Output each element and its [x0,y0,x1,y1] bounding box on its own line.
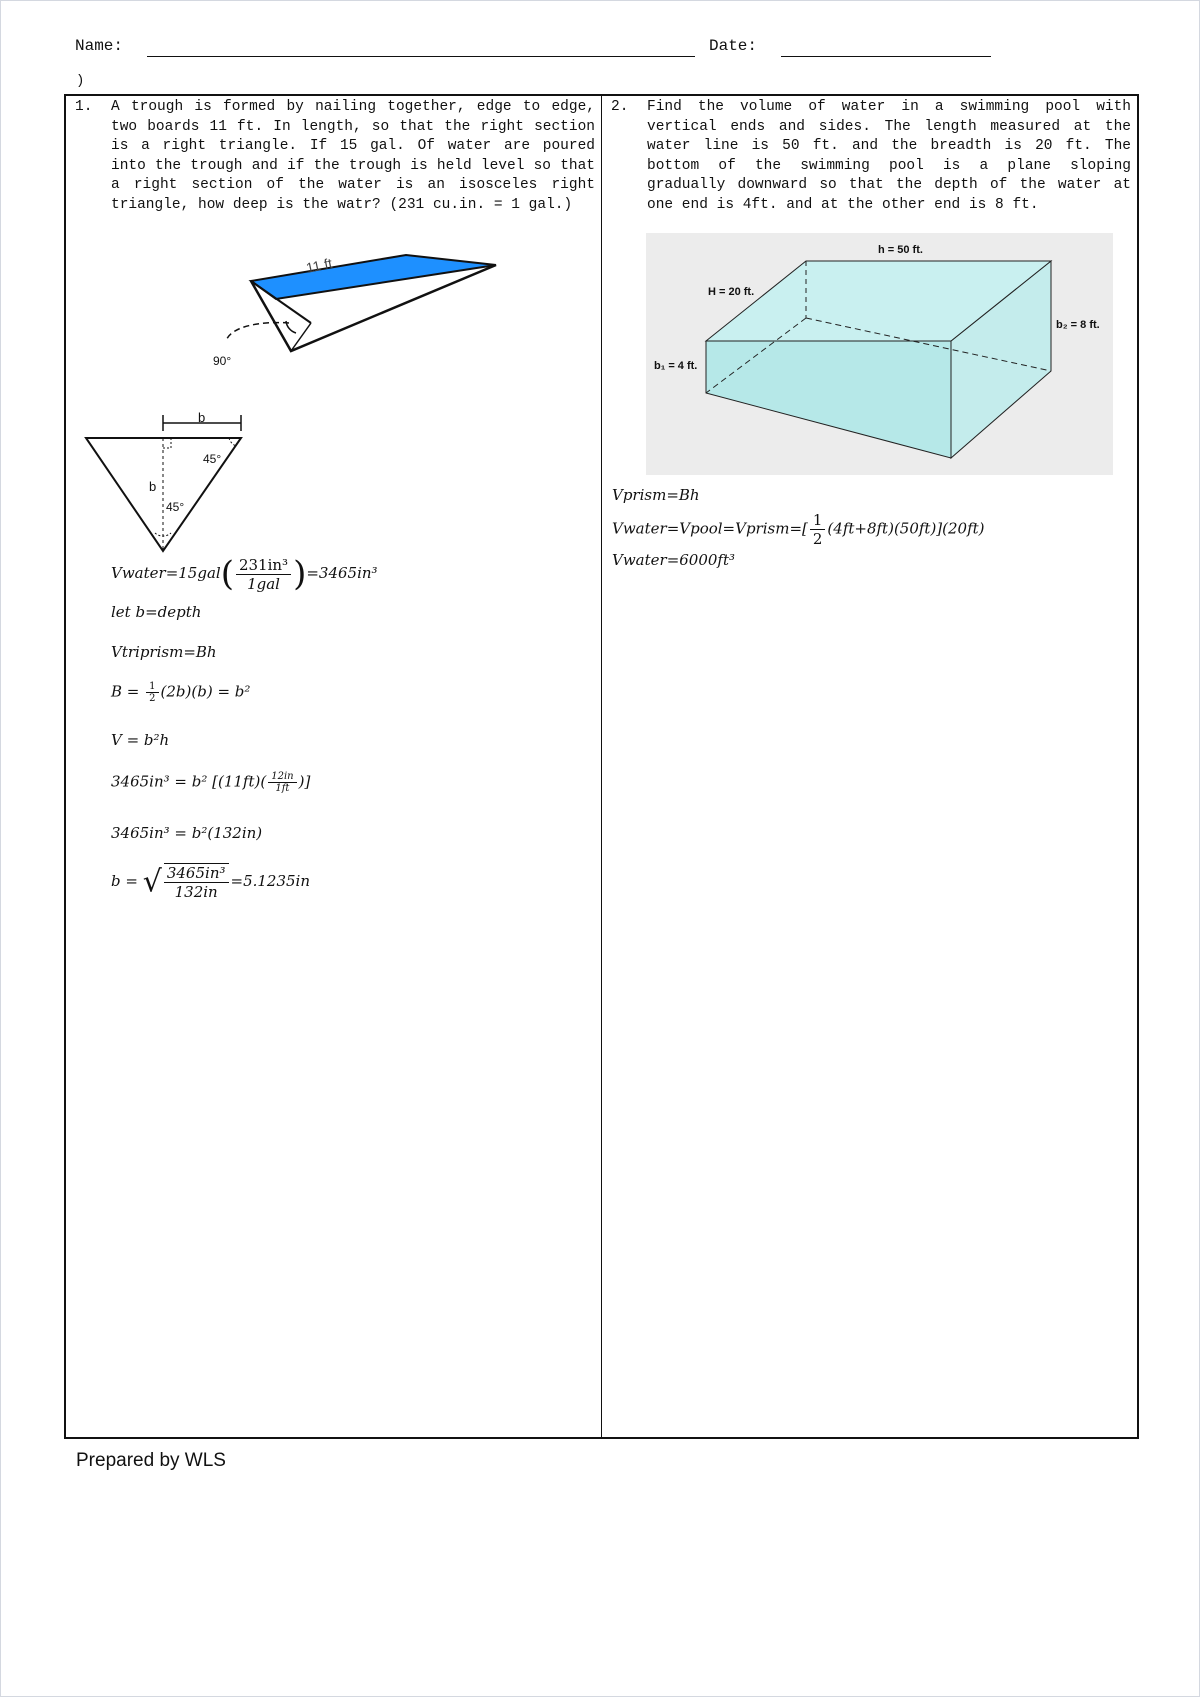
b2-label: b₂ = 8 ft. [1056,319,1100,331]
problem-2-text: Find the volume of water in a swimming pool with vertical ends and sides. The length measured at the water line is 50 ft. and the breadth is 20 ft. The bottom of the swimming pool is a plane sloping gradually downward so that the depth of the water at one end is 4ft. and at the other end is 8 ft. [647,99,1131,213]
p2-solution-line-3: Vwater=6000ft³ [612,551,736,569]
p2-solution-line-1: Vprism=Bh [612,486,700,504]
trough-figure [201,241,511,376]
right-angle-mark [163,438,171,448]
problem-2-number: 2. [611,99,629,115]
cross-section-figure [81,411,251,561]
trough-angle-label: 90° [213,354,232,368]
p1-solution-line-3: Vtriprism=Bh [111,643,217,661]
trough-length-label: 11 ft [304,254,334,276]
p1-solution-line-6: 3465in³ = b² [(11ft)( $\frac{12in}{1ft}$ )] [111,771,311,794]
pool-figure [646,233,1113,475]
name-label: Name: [75,37,124,55]
p1-solution-line-2: let b=depth [111,603,202,621]
p2-solution-line-2: Vwater=Vpool=Vprism=[ $\frac{1}{2}$ (4ft+8ft)(50ft)](20ft) [612,511,985,548]
breadth-label: H = 20 ft. [708,286,755,298]
column-divider [601,94,602,1439]
angle-45-top: 45° [203,452,222,466]
name-line [147,56,695,57]
stray-mark: ) [76,73,85,89]
top-b-label: b [198,411,206,425]
footer-prepared-by: Prepared by WLS [76,1450,226,1471]
p1-solution-line-8: b = √ $\frac{\text{3465in³}}{132in}$ =5.1235in [111,864,311,901]
problem-1-number: 1. [75,99,93,115]
side-b-label: b [149,479,157,494]
p1-solution-line-7: 3465in³ = b²(132in) [111,824,263,842]
p1-solution-line-5: V = b²h [111,731,170,749]
date-line [781,56,991,57]
date-label: Date: [709,37,758,55]
problem-1-text: A trough is formed by nailing together, edge to edge, two boards 11 ft. In length, so that the right section is a right triangle. If 15 gal. Of water are poured into the trough and if the trough is held level so that a right section of the water is an isosceles right triangle, how deep is the watr? (231 cu.in. = 1 gal.) [111,99,595,213]
p1-solution-line-1: Vwater=15gal( $\frac{\text{231in³}}{\text{1gal}}$ )=3465in³ [111,554,378,594]
angle-45-bottom: 45° [166,500,185,514]
angle-arc-top [229,438,236,446]
length-label: h = 50 ft. [878,244,923,256]
trough-water-surface [251,255,496,299]
p1-solution-line-4: B = $\frac{1}{2}$ (2b)(b) = b² [111,681,251,704]
b1-label: b₁ = 4 ft. [654,360,698,372]
